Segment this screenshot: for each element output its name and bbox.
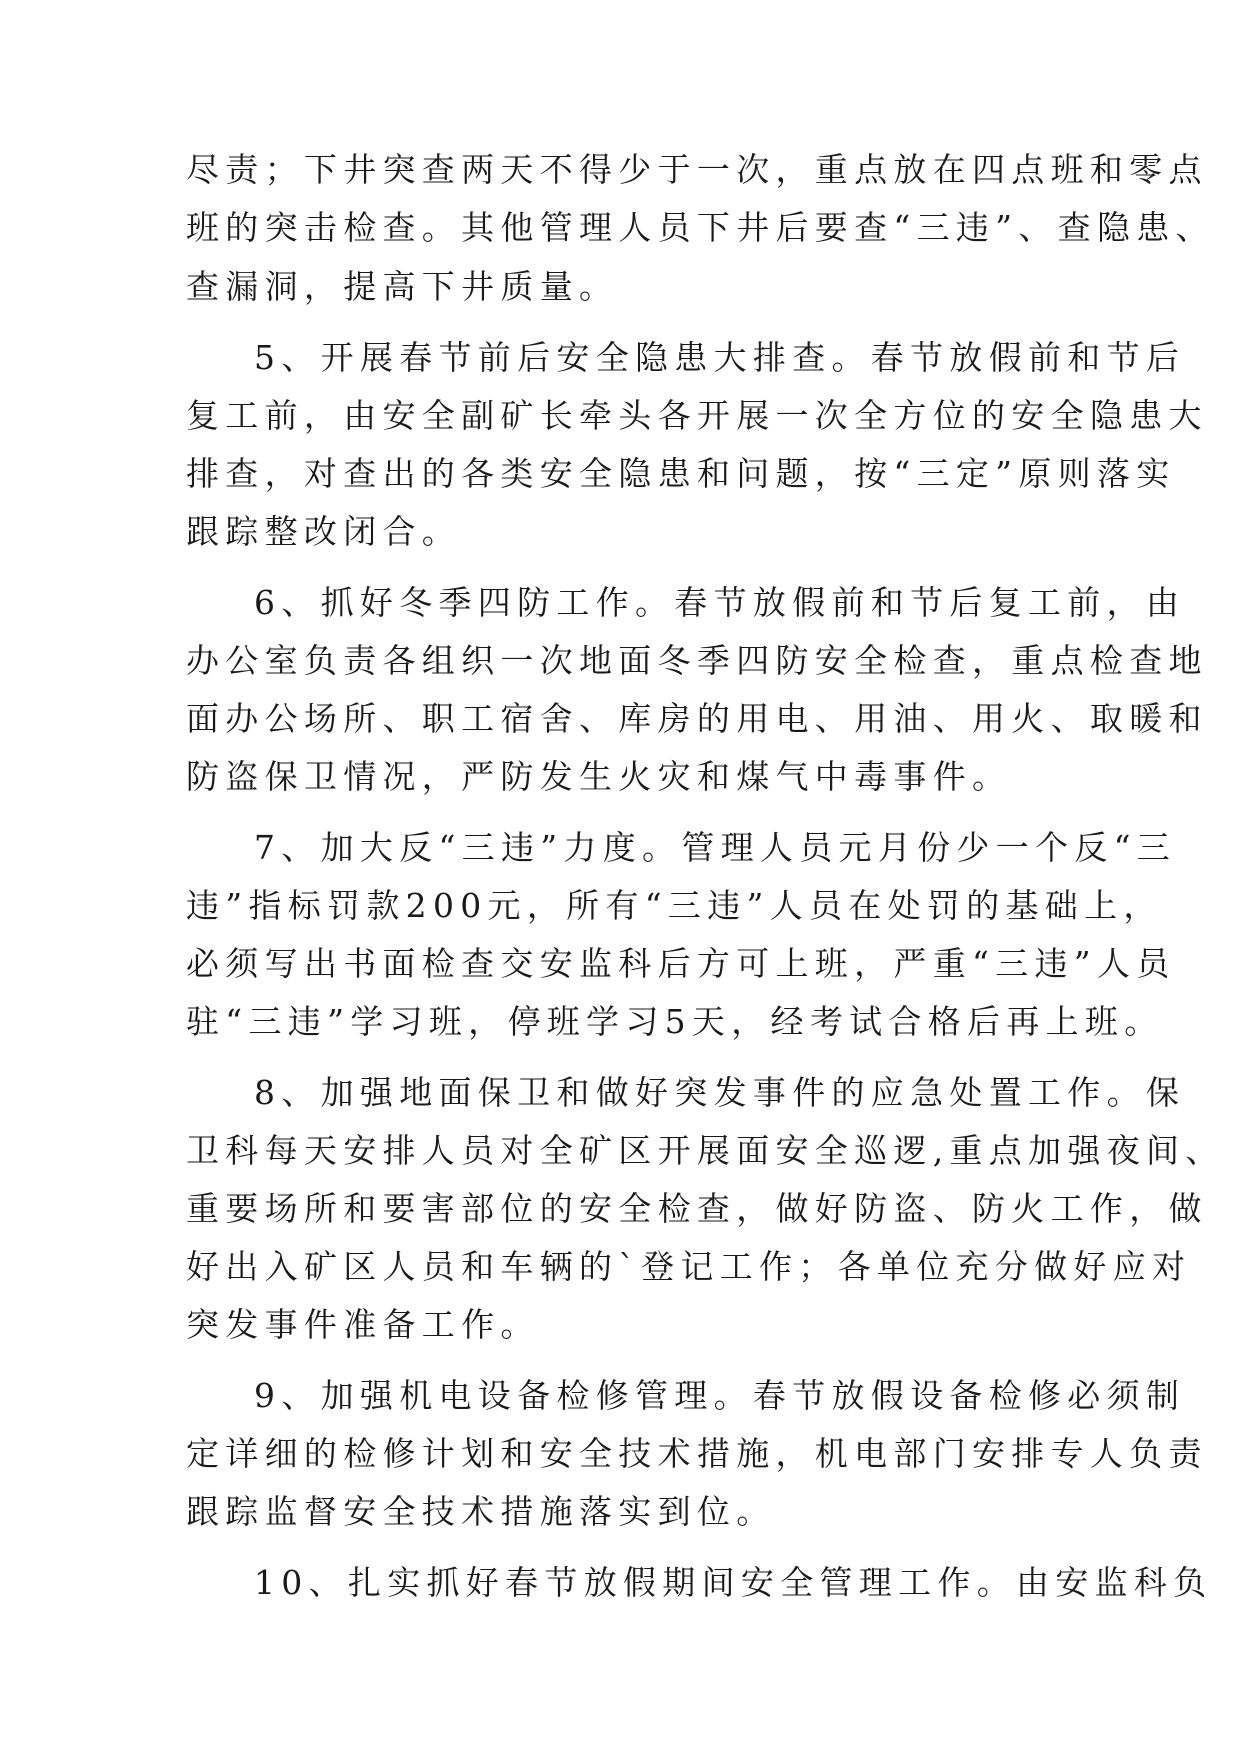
text-line: 卫科每天安排人员对全矿区开展面安全巡逻,重点加强夜间、 xyxy=(186,1131,1225,1170)
text-line: 跟踪整改闭合。 xyxy=(186,512,462,551)
text-line: 防盗保卫情况，严防发生火灾和煤气中毒事件。 xyxy=(186,757,1012,796)
text-line: 违”指标罚款200元，所有“三违”人员在处罚的基础上， xyxy=(186,886,1163,925)
text-line: 定详细的检修计划和安全技术措施，机电部门安排专人负责 xyxy=(186,1434,1208,1473)
text-line: 班的突击检查。其他管理人员下井后要查“三违”、查隐患、 xyxy=(186,208,1215,247)
paragraph-start-line: 6、抓好冬季四防工作。春节放假前和节后复工前，由 xyxy=(254,583,1186,622)
text-line: 突发事件准备工作。 xyxy=(186,1305,540,1344)
text-line: 排查，对查出的各类安全隐患和问题，按“三定”原则落实 xyxy=(186,454,1176,493)
paragraph-start-line: 9、加强机电设备检修管理。春节放假设备检修必须制 xyxy=(254,1376,1186,1415)
text-line: 复工前，由安全副矿长牵头各开展一次全方位的安全隐患大 xyxy=(186,396,1208,435)
text-line: 面办公场所、职工宿舍、库房的用电、用油、用火、取暖和 xyxy=(186,699,1208,738)
paragraph-start-line: 10、扎实抓好春节放假期间安全管理工作。由安监科负 xyxy=(254,1563,1213,1602)
paragraph-start-line: 8、加强地面保卫和做好突发事件的应急处置工作。保 xyxy=(254,1073,1186,1112)
text-line: 必须写出书面检查交安监科后方可上班，严重“三违”人员 xyxy=(186,944,1176,983)
text-line: 好出入矿区人员和车辆的`登记工作；各单位充分做好应对 xyxy=(186,1247,1192,1286)
text-line: 驻“三违”学习班，停班学习5天，经考试合格后再上班。 xyxy=(186,1002,1164,1041)
text-line: 办公室负责各组织一次地面冬季四防安全检查，重点检查地 xyxy=(186,641,1208,680)
paragraph-start-line: 5、开展春节前后安全隐患大排查。春节放假前和节后 xyxy=(254,338,1186,377)
text-line: 查漏洞，提高下井质量。 xyxy=(186,267,619,306)
text-line: 尽责；下井突查两天不得少于一次，重点放在四点班和零点 xyxy=(186,150,1208,189)
paragraph-start-line: 7、加大反“三违”力度。管理人员元月份少一个反“三 xyxy=(254,828,1177,867)
text-line: 重要场所和要害部位的安全检查，做好防盗、防火工作，做 xyxy=(186,1189,1208,1228)
text-line: 跟踪监督安全技术措施落实到位。 xyxy=(186,1492,776,1531)
